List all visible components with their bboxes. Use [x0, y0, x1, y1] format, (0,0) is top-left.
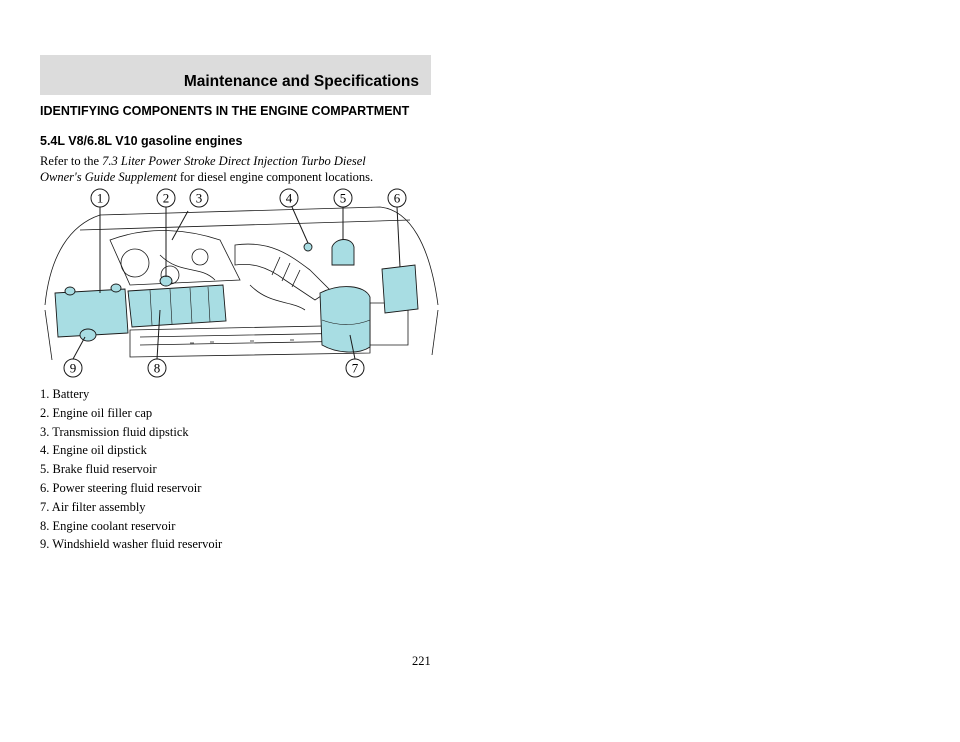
- intro-suffix: for diesel engine component locations.: [176, 170, 374, 184]
- brake-reservoir-shape: [332, 240, 354, 266]
- legend-item: 1. Battery: [40, 387, 90, 401]
- fender-right: [432, 310, 438, 355]
- legend-item: 3. Transmission fluid dipstick: [40, 424, 189, 439]
- intake-ribs: [272, 257, 300, 287]
- leader-4: [292, 207, 308, 243]
- svg-text:5: 5: [339, 190, 347, 206]
- oil-dipstick-shape: [304, 243, 312, 251]
- callout-1: [91, 189, 109, 207]
- intro-paragraph: [40, 153, 440, 185]
- oil-filler-cap-shape: [160, 276, 172, 286]
- section-heading: IDENTIFYING COMPONENTS IN THE ENGINE COMPARTMENT: [40, 104, 410, 118]
- washer-fluid-cap-shape: [80, 329, 96, 341]
- callout-3: [190, 189, 208, 207]
- pulley-1: [121, 249, 149, 277]
- callout-6: [388, 189, 406, 207]
- intro-prefix: Refer to the: [40, 154, 103, 168]
- legend-item: 2. Engine oil filler cap: [40, 405, 153, 420]
- callout-9: [64, 359, 82, 377]
- intake-tube: [235, 244, 330, 300]
- legend-item: 8. Engine coolant reservoir: [40, 518, 176, 533]
- battery-terminal-right: [111, 284, 121, 292]
- svg-text:1: 1: [96, 190, 104, 206]
- power-steering-reservoir-shape: [382, 265, 418, 313]
- page-number: 221: [412, 654, 431, 668]
- svg-text:4: 4: [285, 190, 293, 206]
- fender-left: [45, 310, 52, 360]
- battery-terminal-left: [65, 287, 75, 295]
- legend-item: 9. Windshield washer fluid reservoir: [40, 537, 223, 552]
- legend-item: 4. Engine oil dipstick: [40, 443, 147, 458]
- callout-5: [334, 189, 352, 207]
- air-filter-shape: [320, 287, 370, 352]
- component-legend: [40, 385, 222, 554]
- legend-item: 7. Air filter assembly: [40, 499, 146, 514]
- page-title: Maintenance and Specifications: [183, 73, 419, 90]
- svg-text:9: 9: [69, 360, 77, 376]
- sub-heading: 5.4L V8/6.8L V10 gasoline engines: [40, 134, 243, 148]
- intro-italic-line1: 7.3 Liter Power Stroke Direct Injection Turbo Diesel: [102, 154, 366, 168]
- callout-7: [346, 359, 364, 377]
- header-band: [40, 55, 431, 95]
- callout-8: [148, 359, 166, 377]
- legend-item: 5. Brake fluid reservoir: [40, 462, 157, 477]
- callout-4: [280, 189, 298, 207]
- engine-block: [110, 231, 240, 285]
- coolant-reservoir-shape: [128, 285, 226, 327]
- engine-compartment-diagram: [40, 185, 440, 385]
- svg-text:3: 3: [195, 190, 203, 206]
- leader-6: [397, 207, 400, 267]
- svg-text:2: 2: [162, 190, 170, 206]
- leader-9: [73, 337, 85, 359]
- callout-2: [157, 189, 175, 207]
- intro-italic-line2: Owner's Guide Supplement: [40, 170, 177, 184]
- pulley-3: [192, 249, 208, 265]
- firewall-line: [80, 220, 410, 230]
- leader-3: [172, 211, 188, 240]
- svg-text:8: 8: [153, 360, 161, 376]
- legend-item: 6. Power steering fluid reservoir: [40, 480, 202, 495]
- svg-text:7: 7: [351, 360, 359, 376]
- svg-text:6: 6: [393, 190, 401, 206]
